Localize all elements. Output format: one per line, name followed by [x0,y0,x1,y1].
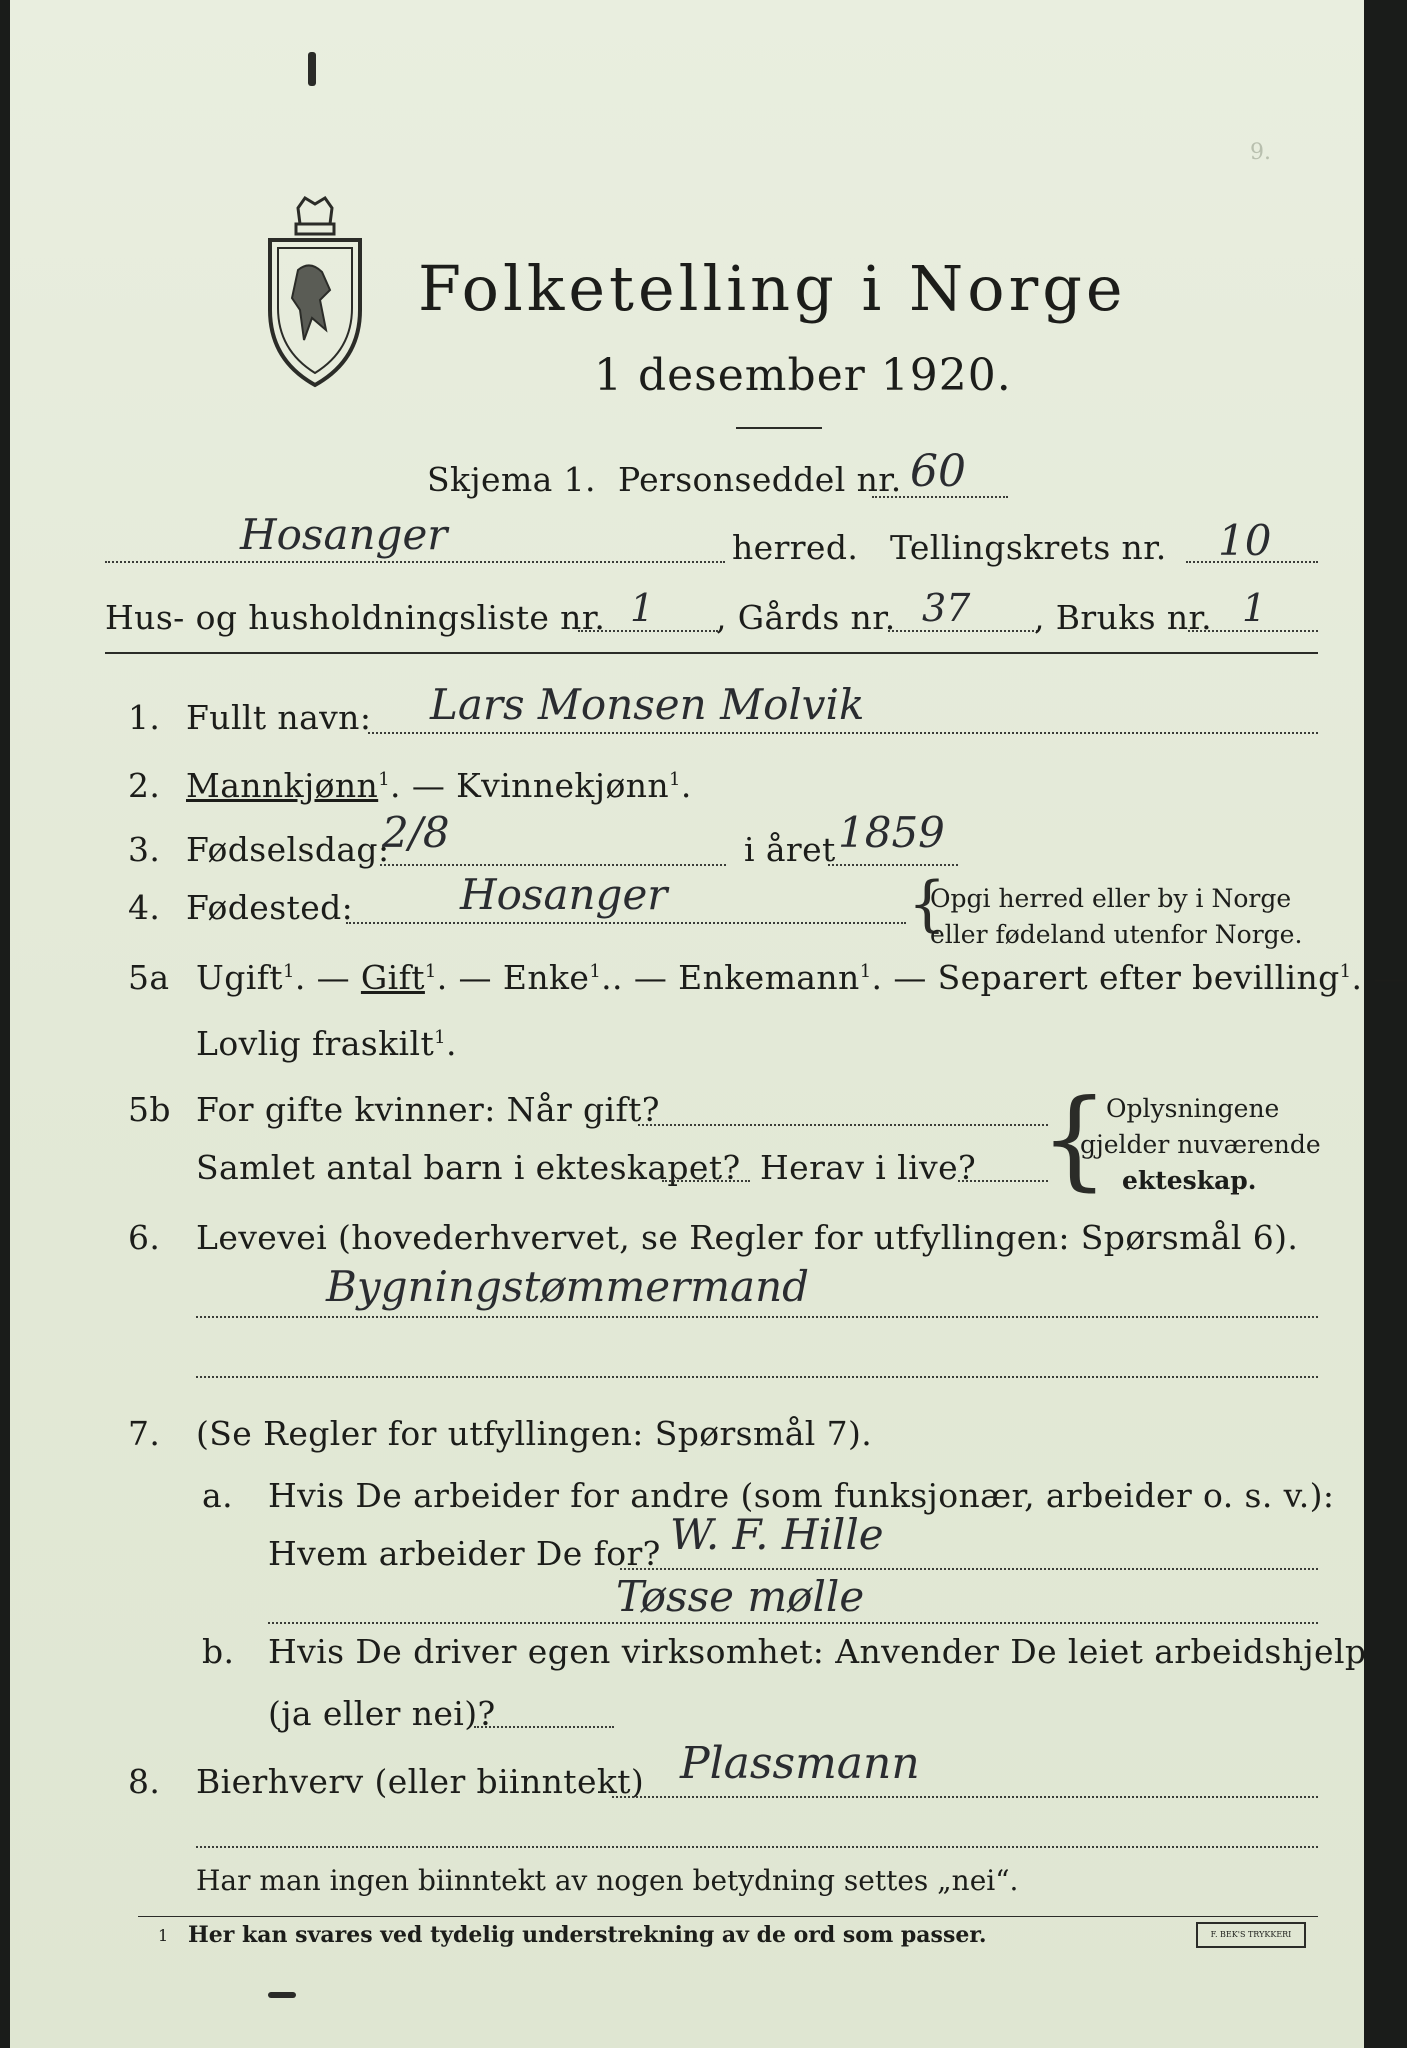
q6-occupation[interactable]: Bygningstømmermand [326,1262,809,1311]
q3-day-line [380,864,726,866]
q8-label: Bierhverv (eller biinntekt) [196,1762,645,1801]
q7b-question: Hvis De driver egen virksomhet: Anvender De leiet arbeidshjelp [268,1632,1367,1671]
hus-value[interactable]: 1 [630,586,655,630]
ink-mark [308,52,316,86]
q5b-brace: { [1040,1077,1109,1202]
q5b-note-line2: gjelder nuværende [1080,1130,1321,1159]
q5b-note-line3: ekteskap. [1122,1166,1257,1195]
gards-line [888,630,1038,632]
q7a-employer-value2[interactable]: Tøsse mølle [616,1572,865,1621]
q8-side-income[interactable]: Plassmann [680,1738,920,1789]
q3-birthday[interactable]: 2/8 [382,808,450,857]
census-form-page [10,0,1407,2048]
q4-note-line1: Opgi herred eller by i Norge [930,884,1292,913]
q7a-question: Hvis De arbeider for andre (som funksjonær, arbeider o. s. v.): [268,1476,1335,1515]
q5a-fraskilt: Lovlig fraskilt$^1$. [196,1024,457,1063]
q4-birthplace[interactable]: Hosanger [460,870,668,919]
tellingskrets-value[interactable]: 10 [1218,516,1272,565]
q3-year-line [828,864,958,866]
q2-mann-option[interactable]: Mannkjønn [186,766,379,805]
footnote: Her kan svares ved tydelig understrekning av de ord som passer. [188,1922,987,1948]
personseddel-label: Personseddel nr. [618,460,902,499]
header-separator [105,652,1318,654]
q7b-answer-line [474,1726,614,1728]
q4-brace: { [908,869,947,939]
q3-label: Fødselsdag: [186,830,390,869]
q5b-note-line1: Oplysningene [1106,1094,1280,1123]
q8-line2 [196,1846,1318,1848]
q4-number: 4. [128,888,161,927]
coat-of-arms-icon [260,190,370,390]
q7a-employer-label: Hvem arbeider De for? [268,1534,661,1573]
q2-kvinne-option[interactable]: Kvinnekjønn [456,766,670,805]
q7-number: 7. [128,1414,161,1453]
gards-label: , Gårds nr. [716,598,896,637]
printer-stamp: F. BEK'S TRYKKERI [1196,1922,1306,1948]
q4-line [346,922,906,924]
q7a-employer-line2 [268,1622,1318,1624]
q8-line1 [612,1796,1318,1798]
q5a-number: 5a [128,958,170,997]
q6-line1 [196,1316,1318,1318]
q1-number: 1. [128,698,161,737]
bruks-value[interactable]: 1 [1242,586,1267,630]
gards-value[interactable]: 37 [922,586,971,630]
form-title: Folketelling i Norge [418,252,1127,325]
q5b-when-married-label: For gifte kvinner: Når gift? [196,1090,660,1129]
q6-line2 [196,1376,1318,1378]
bruks-line [1188,630,1318,632]
herred-line [105,561,725,563]
q3-number: 3. [128,830,161,869]
q5b-children-label: Samlet antal barn i ekteskapet? [196,1148,741,1187]
q6-number: 6. [128,1218,161,1257]
q2-options: Mannkjønn$^1$. — Kvinnekjønn$^1$. [186,766,692,805]
q5b-when-married-line [638,1124,1048,1126]
q3-birth-year[interactable]: 1859 [838,808,945,857]
footer-rule [138,1916,1318,1917]
q7b-answer-label: (ja eller nei)? [268,1694,496,1733]
q4-note-line2: eller fødeland utenfor Norge. [930,920,1303,949]
q5b-children-line [662,1180,750,1182]
q7a-employer-value[interactable]: W. F. Hille [670,1510,884,1559]
q5b-alive-label: Herav i live? [760,1148,977,1187]
q8-number: 8. [128,1762,161,1801]
schema-label: Skjema 1. [427,460,596,499]
herred-label: herred. [732,528,859,567]
q7b-mark: b. [202,1632,235,1671]
q4-label: Fødested: [186,888,354,927]
q7a-mark: a. [202,1476,233,1515]
q1-full-name[interactable]: Lars Monsen Molvik [430,680,865,729]
q1-label: Fullt navn: [186,698,372,737]
census-date: 1 desember 1920. [594,350,1012,401]
footer-note: Har man ingen biinntekt av nogen betydning settes „nei“. [196,1864,1019,1897]
tellingskrets-label: Tellingskrets nr. [890,528,1167,567]
ink-mark [268,1992,296,1998]
q5a-gift-option[interactable]: Gift [360,958,425,997]
q5b-alive-line [958,1180,1048,1182]
q6-label: Levevei (hovederhvervet, se Regler for utfyllingen: Spørsmål 6). [196,1218,1299,1257]
q5a-options: Ugift$^1$. — Gift$^1$. — Enke$^1$.. — Enkemann$^1$. — Separert efter bevilling$^1$. — [196,958,1407,997]
bruks-label: , Bruks nr. [1034,598,1212,637]
bleed-through-text: 9. [1250,140,1271,165]
footnote-mark: 1 [158,1926,169,1945]
q5b-number: 5b [128,1090,171,1129]
herred-value[interactable]: Hosanger [240,510,448,559]
personseddel-value[interactable]: 60 [910,446,966,497]
q5a-ugift-option[interactable]: Ugift [196,958,283,997]
hus-label: Hus- og husholdningsliste nr. [105,598,606,637]
q3-year-label: i året [744,830,836,869]
q2-number: 2. [128,766,161,805]
title-rule [736,427,822,429]
q7-label: (Se Regler for utfyllingen: Spørsmål 7). [196,1414,873,1453]
q1-line [368,732,1318,734]
hus-line [578,630,718,632]
q7a-employer-line1 [620,1568,1318,1570]
q5a-fraskilt-option[interactable]: Lovlig fraskilt [196,1024,435,1063]
